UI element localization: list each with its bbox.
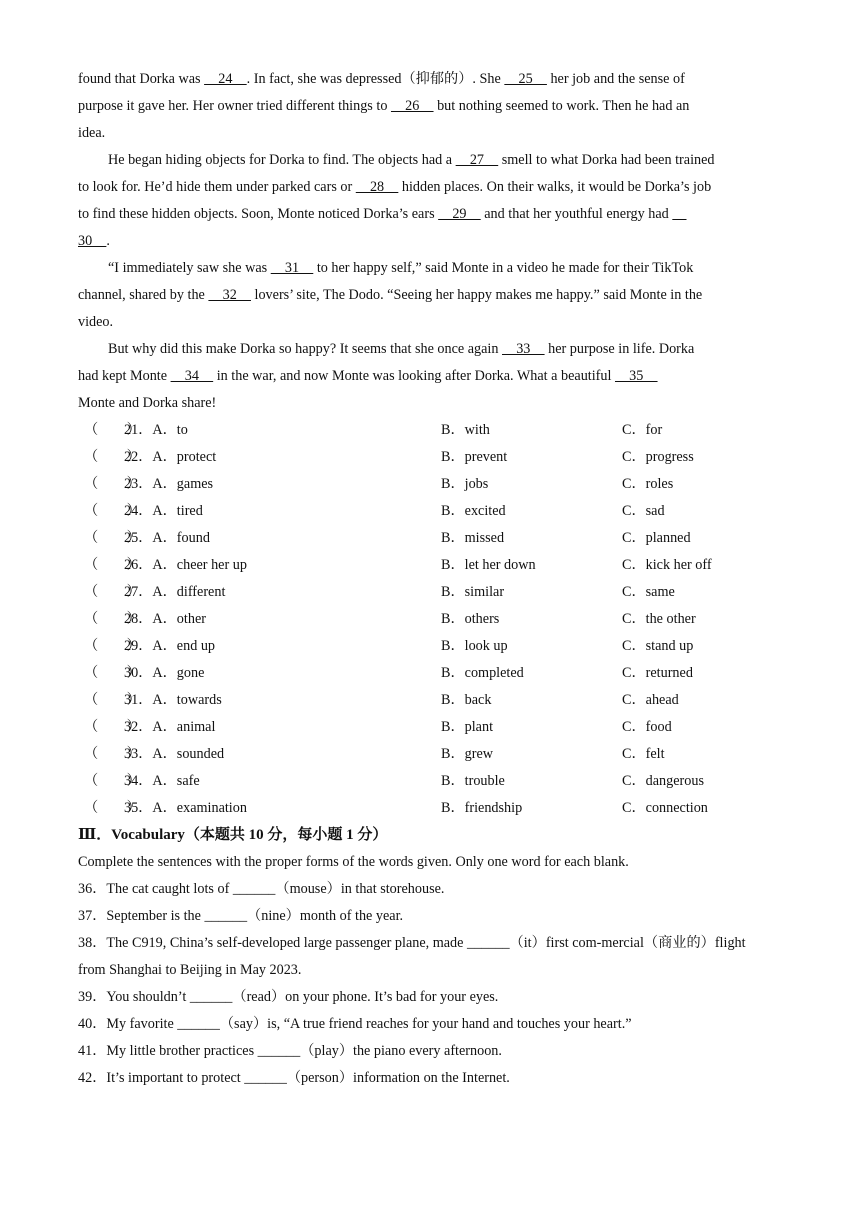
passage-text: and that her youthful energy had: [480, 206, 673, 222]
option-a: 32．A．animal: [124, 719, 216, 735]
passage-text: to find these hidden objects. Soon, Monte noticed Dorka’s ears: [78, 206, 439, 222]
option-b: B．missed: [441, 530, 505, 546]
question-row: [78, 633, 788, 660]
option-a: 23．A．games: [124, 476, 214, 492]
option-b: B．completed: [441, 665, 524, 681]
passage-line: [78, 282, 788, 309]
option-c: C．felt: [622, 746, 665, 762]
answer-bracket: （ ）: [84, 638, 141, 654]
question-row: [78, 498, 788, 525]
option-c: C．for: [622, 422, 663, 438]
answer-bracket: （ ）: [84, 530, 141, 546]
blank-number: 35: [614, 368, 658, 384]
passage-text: her job and the sense of: [546, 71, 685, 87]
passage-line: [78, 390, 788, 417]
answer-bracket: （ ）: [84, 719, 141, 735]
option-a: 22．A．protect: [124, 449, 217, 465]
question-row: [78, 741, 788, 768]
passage-line: [78, 174, 788, 201]
vocabulary-line: from Shanghai to Beijing in May 2023.: [78, 962, 302, 978]
question-row: [78, 552, 788, 579]
question-row: [78, 768, 788, 795]
passage-line: [78, 336, 788, 363]
option-c: C．connection: [622, 800, 708, 816]
passage-text: video.: [78, 314, 114, 330]
option-b: B．let her down: [441, 557, 536, 573]
answer-bracket: （ ）: [84, 800, 141, 816]
question-row: [78, 471, 788, 498]
passage-text: had kept Monte: [78, 368, 171, 384]
option-b: B．plant: [441, 719, 494, 735]
passage-text: in the war, and now Monte was looking after Dorka. What a beautiful: [213, 368, 615, 384]
option-a: 35．A．examination: [124, 800, 247, 816]
option-c: C．kick her off: [622, 557, 712, 573]
blank-number: [672, 201, 686, 228]
blank-number: 28: [355, 179, 399, 195]
passage-text: channel, shared by the: [78, 287, 209, 303]
question-row: [78, 417, 788, 444]
question-row: [78, 714, 788, 741]
cloze-options-list: [78, 417, 788, 822]
question-row: [78, 579, 788, 606]
blank-number: 33: [502, 341, 545, 357]
option-c: C．roles: [622, 476, 674, 492]
cloze-passage: [78, 66, 788, 417]
passage-text: . In fact, she was depressed（抑郁的）. She: [246, 71, 505, 87]
section-instructions: Complete the sentences with the proper forms of the words given. Only one word for each blank.: [78, 854, 629, 870]
option-b: B．look up: [441, 638, 508, 654]
blank-number: 27: [455, 152, 499, 168]
passage-line: [78, 309, 788, 336]
option-a: 30．A．gone: [124, 665, 205, 681]
question-row: [78, 444, 788, 471]
passage-text: But why did this make Dorka so happy? It seems that she once again: [108, 341, 503, 357]
option-b: B．friendship: [441, 800, 523, 816]
blank-number: 25: [504, 71, 547, 87]
vocabulary-line: 42．It’s important to protect ______（person）information on the Internet.: [78, 1070, 510, 1086]
blank-number: 29: [438, 206, 481, 222]
answer-bracket: （ ）: [84, 449, 141, 465]
answer-bracket: （ ）: [84, 557, 141, 573]
option-c: C．food: [622, 719, 672, 735]
passage-text: idea.: [78, 125, 106, 141]
passage-line: [78, 120, 788, 147]
option-c: C．sad: [622, 503, 665, 519]
passage-line: [78, 66, 788, 93]
blank-number: 26: [390, 98, 434, 114]
passage-text: her purpose in life. Dorka: [544, 341, 695, 357]
vocabulary-questions: [78, 876, 788, 1092]
blank-number: 34: [170, 368, 214, 384]
blank-number: 32: [208, 287, 251, 303]
answer-bracket: （ ）: [84, 503, 141, 519]
passage-text: smell to what Dorka had been trained: [498, 152, 715, 168]
option-c: C．progress: [622, 449, 694, 465]
question-row: [78, 660, 788, 687]
option-a: 24．A．tired: [124, 503, 203, 519]
answer-bracket: （ ）: [84, 584, 141, 600]
answer-bracket: （ ）: [84, 746, 141, 762]
passage-line: [78, 93, 788, 120]
vocabulary-line: 39．You shouldn’t ______（read）on your phone. It’s bad for your eyes.: [78, 989, 499, 1005]
option-b: B．back: [441, 692, 492, 708]
option-b: B．with: [441, 422, 490, 438]
option-c: C．returned: [622, 665, 693, 681]
option-c: C．stand up: [622, 638, 694, 654]
answer-bracket: （ ）: [84, 611, 141, 627]
passage-text: .: [106, 233, 110, 249]
option-a: 31．A．towards: [124, 692, 222, 708]
passage-line: [78, 201, 788, 228]
blank-number: 31: [270, 260, 314, 276]
passage-text: to her happy self,” said Monte in a video he made for their TikTok: [313, 260, 694, 276]
option-a: 21．A．to: [124, 422, 188, 438]
passage-text: Monte and Dorka share!: [78, 395, 217, 411]
question-row: [78, 687, 788, 714]
passage-line: [78, 363, 788, 390]
vocabulary-line: 41．My little brother practices ______（play）the piano every afternoon.: [78, 1043, 502, 1059]
option-b: B．jobs: [441, 476, 489, 492]
question-row: [78, 795, 788, 822]
passage-line: [78, 147, 788, 174]
document-page: [78, 66, 788, 1092]
section-vocabulary: [78, 822, 788, 1092]
passage-line: [78, 255, 788, 282]
vocabulary-line: 40．My favorite ______（say）is, “A true friend reaches for your hand and touches your heart.”: [78, 1016, 632, 1032]
blank-number: 30: [78, 233, 107, 249]
option-b: B．similar: [441, 584, 505, 600]
option-b: B．prevent: [441, 449, 508, 465]
passage-text: but nothing seemed to work. Then he had an: [433, 98, 690, 114]
passage-text: found that Dorka was: [78, 71, 205, 87]
section-heading: Ⅲ．Vocabulary（本题共 10 分，每小题 1 分）: [78, 827, 388, 843]
option-b: B．trouble: [441, 773, 505, 789]
option-c: C．ahead: [622, 692, 679, 708]
option-a: 28．A．other: [124, 611, 206, 627]
option-b: B．excited: [441, 503, 506, 519]
option-a: 27．A．different: [124, 584, 226, 600]
passage-text: He began hiding objects for Dorka to find. The objects had a: [108, 152, 456, 168]
passage-text: to look for. He’d hide them under parked cars or: [78, 179, 356, 195]
option-c: C．dangerous: [622, 773, 704, 789]
option-a: 33．A．sounded: [124, 746, 225, 762]
vocabulary-line: 36．The cat caught lots of ______（mouse）in that storehouse.: [78, 881, 445, 897]
option-b: B．grew: [441, 746, 494, 762]
option-c: C．the other: [622, 611, 696, 627]
passage-text: “I immediately saw she was: [108, 260, 271, 276]
question-row: [78, 606, 788, 633]
answer-bracket: （ ）: [84, 692, 141, 708]
option-c: C．planned: [622, 530, 691, 546]
blank-number: 24: [204, 71, 247, 87]
answer-bracket: （ ）: [84, 476, 141, 492]
passage-text: purpose it gave her. Her owner tried different things to: [78, 98, 391, 114]
vocabulary-line: 38．The C919, China’s self-developed large passenger plane, made ______（it）first com-mercial（商业的）flight: [78, 935, 746, 951]
answer-bracket: （ ）: [84, 773, 141, 789]
option-c: C．same: [622, 584, 675, 600]
option-a: 34．A．safe: [124, 773, 200, 789]
passage-line: [78, 228, 788, 255]
question-row: [78, 525, 788, 552]
answer-bracket: （ ）: [84, 665, 141, 681]
passage-text: hidden places. On their walks, it would be Dorka’s job: [398, 179, 712, 195]
option-a: 25．A．found: [124, 530, 210, 546]
vocabulary-line: 37．September is the ______（nine）month of the year.: [78, 908, 404, 924]
answer-bracket: （ ）: [84, 422, 141, 438]
option-a: 26．A．cheer her up: [124, 557, 247, 573]
option-a: 29．A．end up: [124, 638, 216, 654]
option-b: B．others: [441, 611, 500, 627]
passage-text: lovers’ site, The Dodo. “Seeing her happy makes me happy.” said Monte in the: [250, 287, 703, 303]
